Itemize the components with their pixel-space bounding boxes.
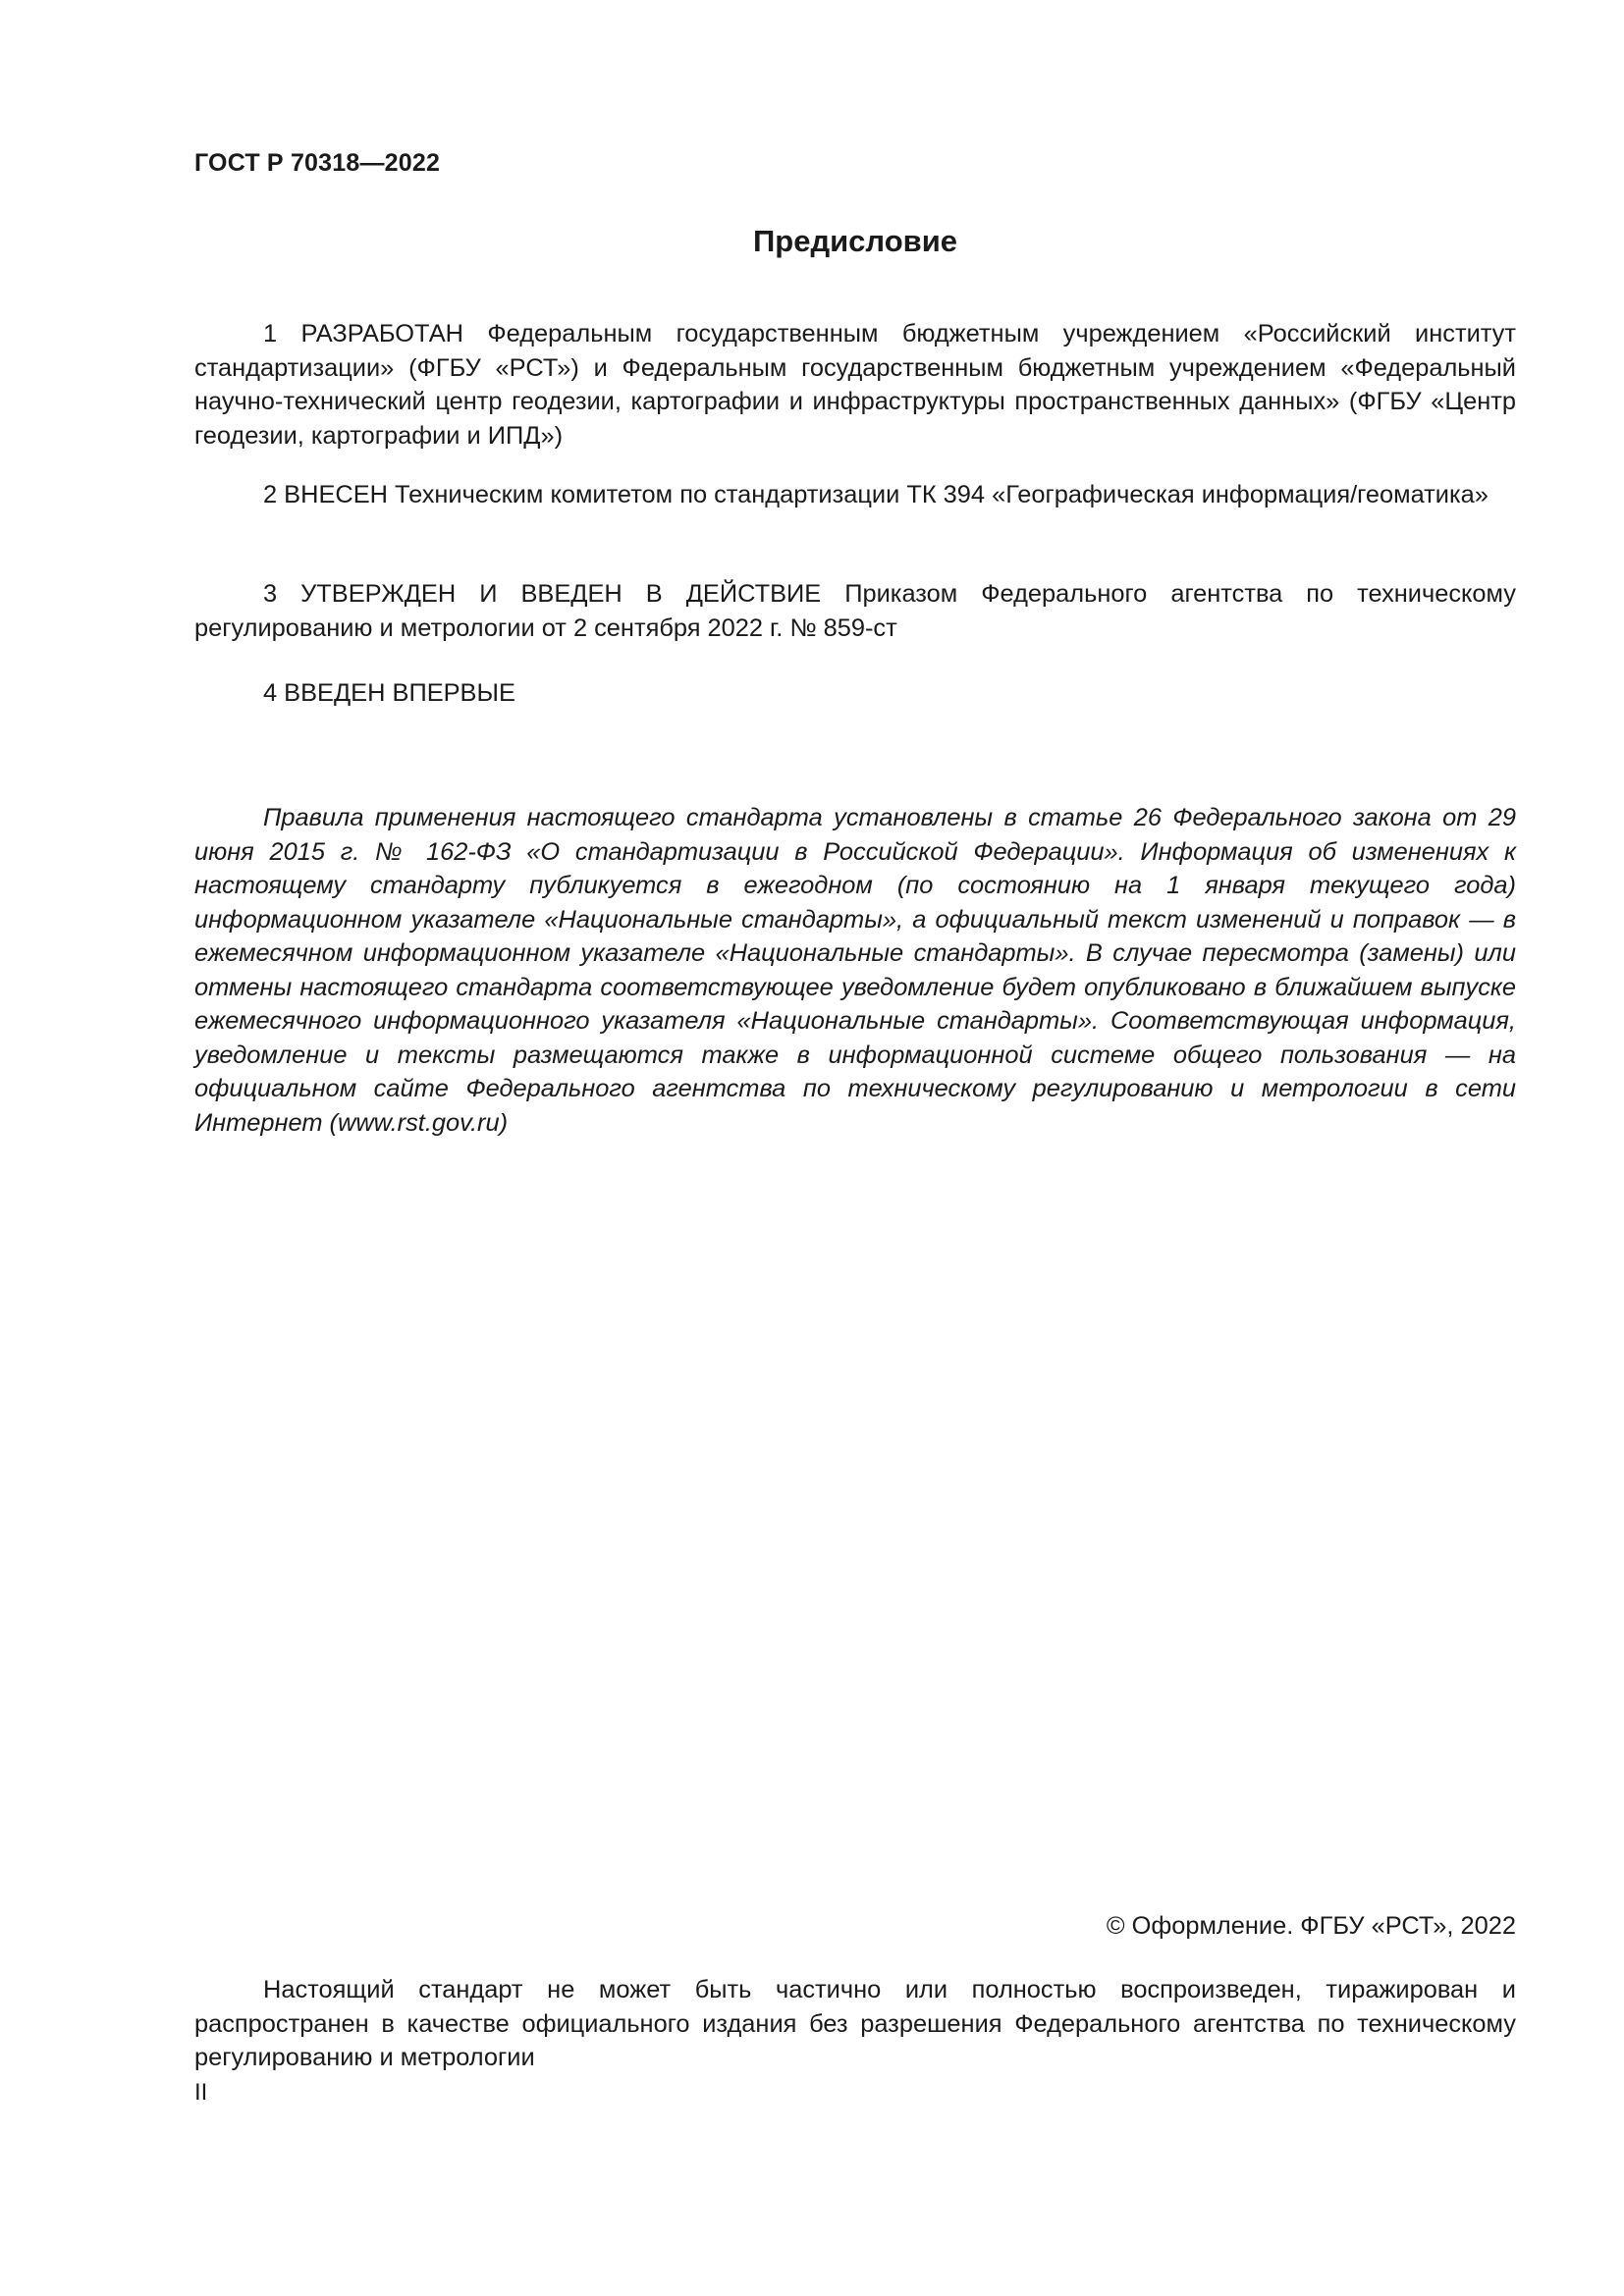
rules-paragraph: Правила применения настоящего стандарта установлены в статье 26 Федерального закона от 29 июня 2015 г. № 162-ФЗ «О стандартизации в Российской Федерации». Информация об изменениях к настоящему стандарту публикуется в ежегодном (по состоянию на 1 января текущего года) информационном указателе «Национальные стандарты», а официальный текст изменений и поправок — в ежемесячном информационном указателе «Национальные стандарты». В случае пересмотра (замены) или отмены настоящего стандарта соответствующее уведомление будет опубликовано в ближайшем выпуске ежемесячного информационного указателя «Национальные стандарты». Соответствующая информация, уведомление и тексты размещаются также в информационной системе общего пользования — на официальном сайте Федерального агентства по техническому регулированию и метрологии в сети Интернет (www.rst.gov.ru)	[194, 804, 1516, 1137]
preface-item-developed: 1 РАЗРАБОТАН Федеральным государственным бюджетным учреждением «Российский институт стандартизации» (ФГБУ «РСТ») и Федеральным государственным бюджетным учреждением «Федеральный научно-технический центр геодезии, картографии и инфраструктуры пространственных данных» (ФГБУ «Центр геодезии, картографии и ИПД»)	[194, 320, 1516, 450]
page-number: II	[194, 2079, 208, 2106]
preface-item-first-introduced: 4 ВВЕДЕН ВПЕРВЫЕ	[263, 679, 515, 707]
preface-item-approved: 3 УТВЕРЖДЕН И ВВЕДЕН В ДЕЙСТВИЕ Приказом Федерального агентства по техническому регулированию и метрологии от 2 сентября 2022 г. № 859-ст	[194, 580, 1516, 642]
preface-item-introduced: 2 ВНЕСЕН Техническим комитетом по стандартизации ТК 394 «Географическая информация/геоматика»	[263, 481, 1489, 508]
reproduction-notice: Настоящий стандарт не может быть частично или полностью воспроизведен, тиражирован и распространен в качестве официального издания без разрешения Федерального агентства по техническому регулированию и метрологии	[194, 1976, 1516, 2071]
copyright-notice: © Оформление. ФГБУ «РСТ», 2022	[1106, 1912, 1516, 1940]
document-code: ГОСТ Р 70318—2022	[194, 149, 441, 177]
page-title: Предисловие	[752, 224, 957, 258]
